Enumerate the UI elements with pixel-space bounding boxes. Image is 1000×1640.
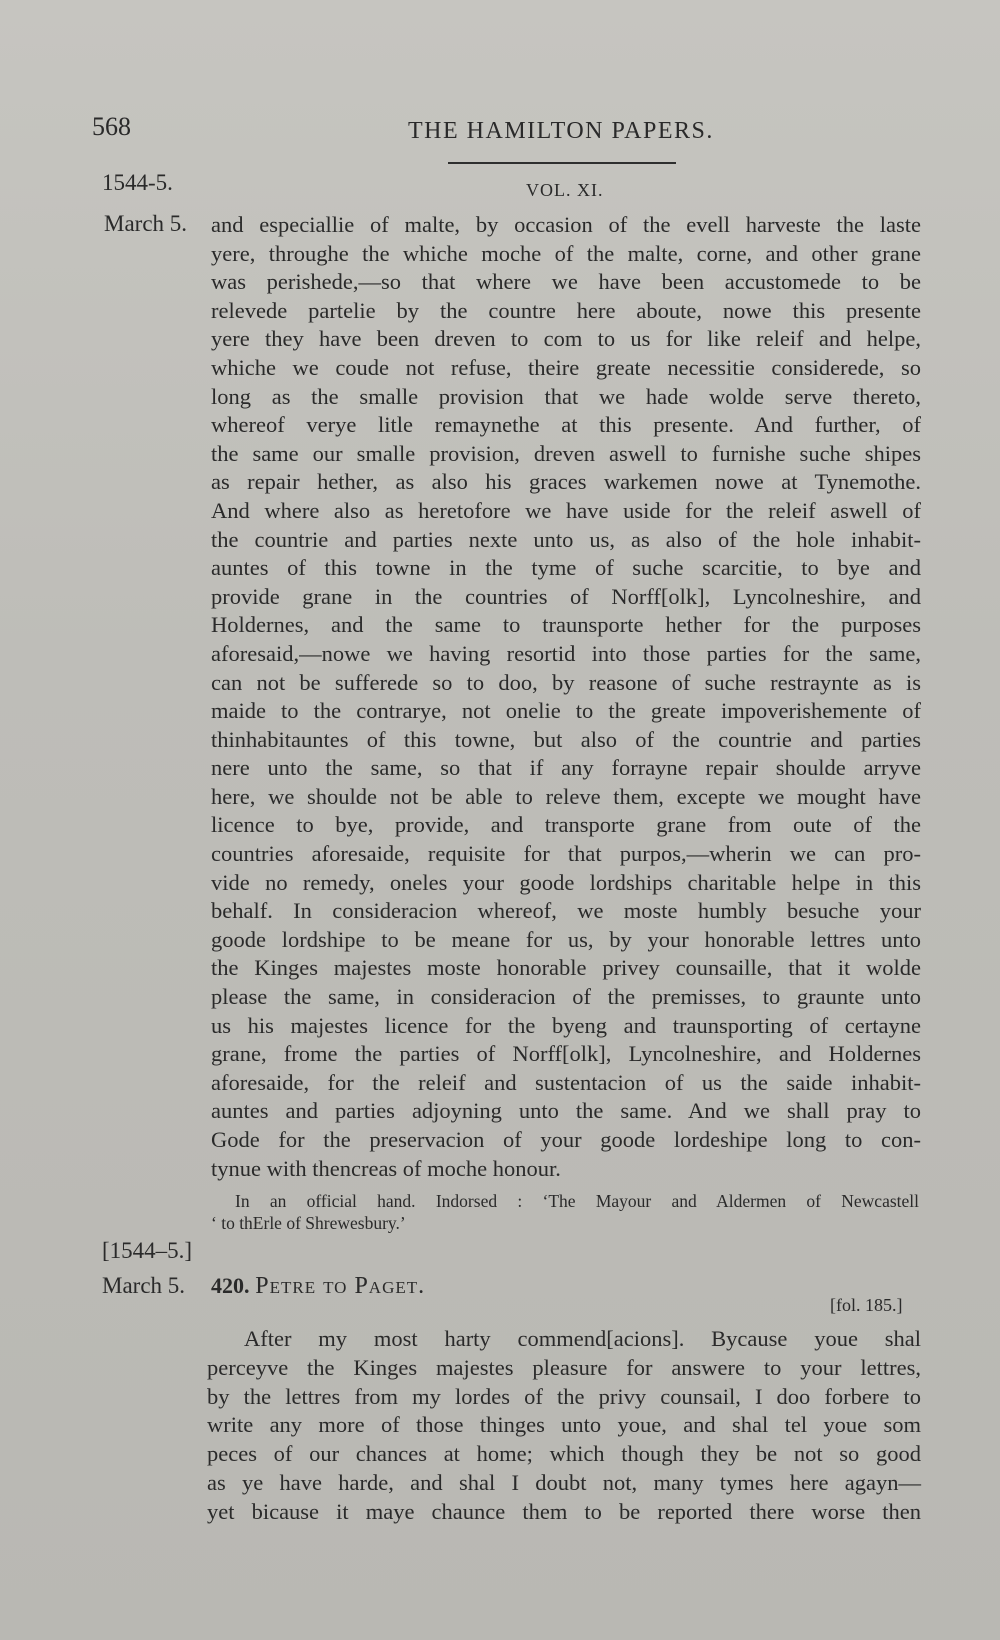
text-line: nere unto the same, so that if any forrayne repair shoulde arryve [211,755,921,781]
text-line: thinhabitauntes of this towne, but also of the countrie and parties [211,726,921,752]
text-line: please the same, in consideracion of the premisses, to graunte unto [211,984,921,1010]
text-line: was perishede,—so that where we have been accustomede to be [211,269,921,295]
text-line: Holdernes, and the same to traunsporte hether for the purposes [211,612,921,638]
text-line: aforesaid,—nowe we having resortid into those parties for the same, [211,640,921,666]
text-line: perceyve the Kinges majestes pleasure for answere to your lettres, [207,1354,921,1380]
margin-date: March 5. [104,211,188,236]
text-line: provide grane in the countries of Norff[olk], Lyncolneshire, and [211,583,921,609]
text-line: auntes of this towne in the tyme of suche scarcitie, to bye and [211,555,921,581]
text-line: the same our smalle provision, dreven aswell to furnishe suche shipes [211,440,921,466]
text-line: yere they have been dreven to com to us for like releif and helpe, [211,326,921,352]
text-line: us his majestes licence for the byeng and traunsporting of certayne [211,1012,921,1038]
text-line: licence to bye, provide, and transporte grane from oute of the [211,812,921,838]
text-line: long as the smalle provision that we hade wolde serve thereto, [211,383,921,409]
text-line: And where also as heretofore we have uside for the releif aswell of [211,497,921,523]
text-line: grane, frome the parties of Norff[olk], Lyncolneshire, and Holdernes [211,1041,921,1067]
text-line: whereof verye litle remaynethe at this presente. And further, of [211,412,921,438]
note-line: ‘ to thErle of Shrewesbury.’ [211,1213,406,1233]
title-rule [448,162,676,164]
text-line: by the lettres from my lordes of the privy counsail, I doo forbere to [207,1383,921,1409]
text-line: maide to the contrarye, not onelie to the greate impoverishemente of [211,698,921,724]
letter-margin-date: March 5. [102,1273,186,1298]
text-line: yere, throughe the whiche moche of the malte, corne, and other grane [211,240,921,266]
text-line: and especiallie of malte, by occasion of the evell harveste the laste [211,212,921,237]
text-line: Gode for the preservacion of your goode lordeshipe long to con- [211,1127,921,1152]
text-line: as ye have harde, and shal I doubt not, many tymes here agayn— [207,1469,921,1495]
text-line: peces of our chances at home; which though they be not so good [207,1441,921,1467]
margin-year: 1544-5. [102,170,173,195]
text-line: write any more of those thinges unto youe, and shal tel youe som [207,1412,921,1438]
text-line: whiche we coude not refuse, theire greate necessitie considerede, so [211,354,921,380]
volume-label: VOL. XI. [526,180,604,200]
text-line: auntes and parties adjoyning unto the same. And we shall pray to [211,1098,921,1124]
editorial-note [211,1190,919,1234]
letter-margin-year: [1544–5.] [102,1238,193,1263]
text-line: relevede partelie by the countre here aboute, nowe this presente [211,297,921,323]
letter-number: 420. [211,1273,250,1298]
letter-body [207,1325,921,1527]
note-line: In an official hand. Indorsed : ‘The Mayour and Aldermen of Newcastell [235,1191,919,1211]
text-line: here, we shoulde not be able to releve them, excepte we mought have [211,783,921,809]
letter-heading [211,1273,425,1300]
text-line: the Kinges majestes moste honorable privey counsaille, that it wolde [211,955,921,981]
text-line: After my most harty commend[acions]. Bycause youe shal [244,1326,921,1351]
letter-body-continued [211,211,921,1183]
folio-reference: [fol. 185.] [830,1295,903,1315]
text-line: behalf. In consideracion whereof, we moste humbly besuche your [211,898,921,924]
text-line: aforesaide, for the releif and sustentacion of us the saide inhabit- [211,1069,921,1095]
text-line: countries aforesaide, requisite for that purpos,—wherin we can pro- [211,841,921,867]
text-line: as repair hether, as also his graces warkemen nowe at Tynemothe. [211,469,921,495]
text-line: can not be sufferede so to doo, by reasone of suche restraynte as is [211,669,921,695]
text-line: the countrie and parties nexte unto us, as also of the hole inhabit- [211,526,921,552]
letter-title: Petre to Paget. [255,1273,426,1299]
text-line: goode lordshipe to be meane for us, by your honorable lettres unto [211,926,921,952]
text-line: yet bicause it maye chaunce them to be reported there worse then [207,1498,921,1524]
page-number: 568 [92,112,131,141]
text-line: tynue with thencreas of moche honour. [211,1155,561,1181]
text-line: vide no remedy, oneles your goode lordships charitable helpe in this [211,869,921,895]
running-title: THE HAMILTON PAPERS. [408,118,714,144]
